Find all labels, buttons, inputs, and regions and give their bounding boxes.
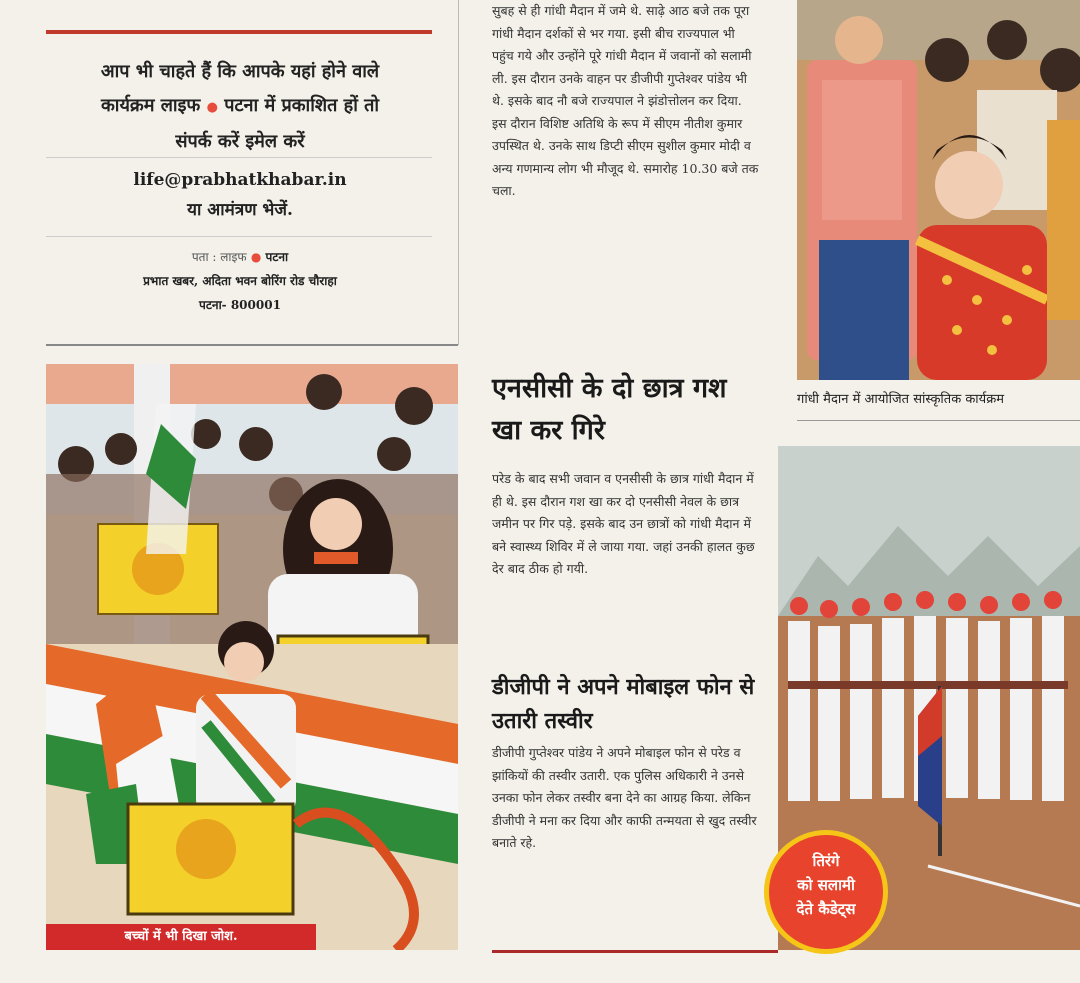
badge-line-2: को सलामी [797,876,855,894]
notice-line-2a: कार्यक्रम लाइफ [100,95,201,116]
article-paragraph-1: सुबह से ही गांधी मैदान में जमे थे. साढ़े आठ बजे तक पूरा गांधी मैदान दर्शकों से भर गया. इसी बीच राज्यपाल भी पहुंच गये और उन्होंने पूरे गांधी मैदान में जवानों को सलामी ली. इस दौरान उनके वाहन पर डीजीपी गुप्तेश्वर पांडेय भी थे. इसके बाद नौ बजे राज्यपाल ने झंडोत्तोलन कर दिया. इस दौरान विशिष्ट अतिथि के रूप में सीएम नीतीश कुमार उपस्थित थे. उनके साथ डिप्टी सीएम सुशील कुमार मोदी व अन्य गणमान्य लोग भी मौजूद थे. समारोह 10.30 बजे तक चला. [492,3,759,198]
photo-caption-children: बच्चों में भी दिखा जोश. [46,924,316,950]
children-flag-illustration [46,364,458,950]
dot-icon: ● [206,100,218,115]
email-address[interactable]: life@prabhatkhabar.in [133,170,347,190]
divider [46,157,432,158]
address-label-2: पटना [265,250,289,264]
column-divider [458,0,459,345]
caption-rule [797,420,1080,421]
bottom-rule [492,950,778,953]
email-block [50,165,430,225]
address-block [50,245,430,317]
notice-line-2 [50,89,430,125]
article-paragraph-2: परेड के बाद सभी जवान व एनसीसी के छात्र गांधी मैदान में ही थे. इस दौरान गश खा कर दो एनसीसी नेवल के छात्र जमीन पर गिर पड़े. इसके बाद उन छात्रों को गांधी मैदान में बने स्वास्थ्य शिविर में ले जाया गया. जहां उनकी हालत कुछ देर बाद ठीक हो गयी. [492,471,755,576]
invite-text: या आमंत्रण भेजें. [187,200,293,220]
notice-line-1: आप भी चाहते हैं कि आपके यहां होने वाले [100,61,380,82]
address-line: प्रभात खबर, अदिता भवन बोरिंग रोड चौराहा [143,274,337,288]
address-label: पता : लाइफ [191,250,247,264]
address-pin: पटना- 800001 [199,298,281,312]
contact-notice [50,55,430,159]
top-red-rule [46,30,432,34]
photo-caption-cultural: गांधी मैदान में आयोजित सांस्कृतिक कार्यक्रम [797,392,1004,407]
subheading-dgp: डीजीपी ने अपने मोबाइल फोन से उतारी तस्वीर [492,674,755,734]
cultural-program-photo [797,0,1080,380]
notice-line-3: संपर्क करें इमेल करें [175,131,305,152]
subheading-ncc: एनसीसी के दो छात्र गश खा कर गिरे [492,373,727,446]
children-flag-photo [46,364,458,950]
cadets-salute-badge [764,830,888,954]
divider [46,236,432,237]
section-rule [46,344,458,346]
notice-line-2b: पटना में प्रकाशित हों तो [224,95,380,116]
badge-line-1: तिरंगे [812,852,840,870]
article-paragraph-3: डीजीपी गुप्तेश्वर पांडेय ने अपने मोबाइल फोन से परेड व झांकियों की तस्वीर उतारी. एक पुलिस अधिकारी ने उनसे उनका फोन लेकर तस्वीर बना देने का आग्रह किया. लेकिन डीजीपी ने मना कर दिया और काफी तन्मयता से खुद तस्वीर बनाते रहे. [492,745,757,850]
badge-line-3: देते कैडेट्स [796,900,856,918]
dot-icon: ● [250,250,262,264]
dancers-illustration [797,0,1080,380]
